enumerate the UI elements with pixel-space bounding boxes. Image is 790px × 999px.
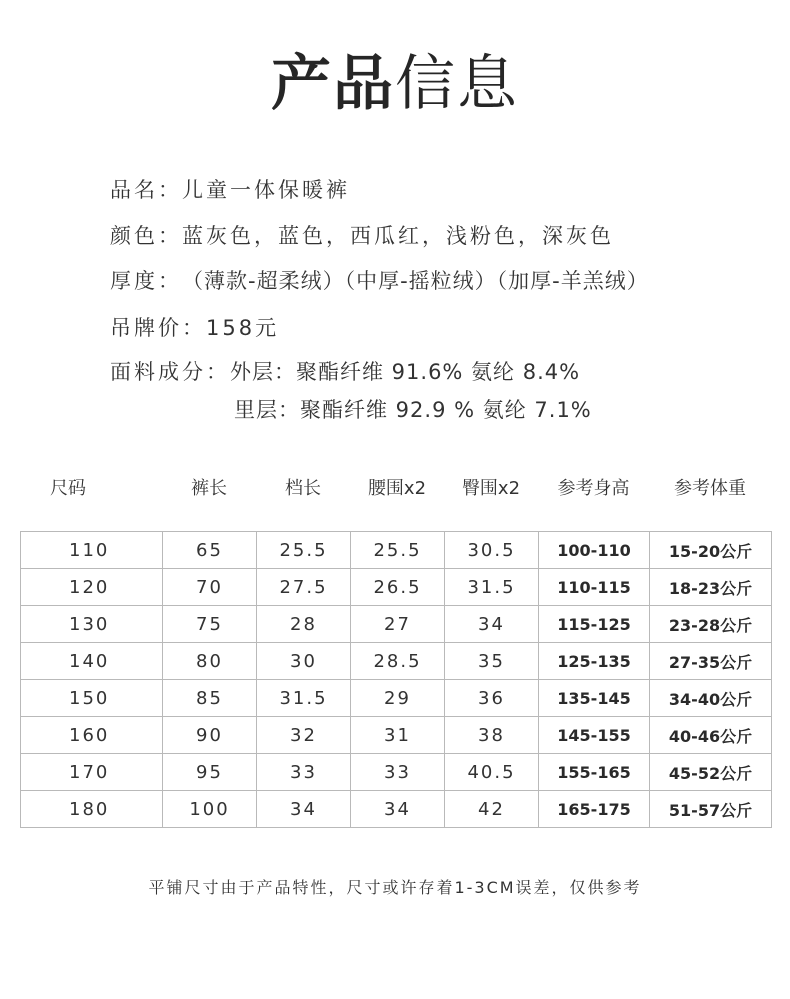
cell-crotch-length: 28 bbox=[257, 606, 351, 643]
cell-pants-length: 80 bbox=[163, 643, 257, 680]
cell-size: 160 bbox=[21, 717, 163, 754]
cell-crotch-length: 25.5 bbox=[257, 532, 351, 569]
cell-waist: 31 bbox=[351, 717, 445, 754]
cell-hip: 31.5 bbox=[445, 569, 539, 606]
cell-crotch-length: 30 bbox=[257, 643, 351, 680]
info-thickness bbox=[110, 267, 649, 295]
footnote: 平铺尺寸由于产品特性，尺寸或许存着1-3CM误差，仅供参考 bbox=[148, 878, 642, 897]
info-value: 158元 bbox=[206, 316, 280, 340]
cell-pants-length: 85 bbox=[163, 680, 257, 717]
cell-ref-height: 115-125 bbox=[539, 606, 650, 643]
info-value: 外层：聚酯纤维 91.6% 氨纶 8.4% bbox=[230, 360, 581, 384]
table-row bbox=[21, 680, 772, 717]
cell-waist: 28.5 bbox=[351, 643, 445, 680]
cell-ref-height: 125-135 bbox=[539, 643, 650, 680]
cell-waist: 33 bbox=[351, 754, 445, 791]
cell-pants-length: 75 bbox=[163, 606, 257, 643]
cell-crotch-length: 33 bbox=[257, 754, 351, 791]
cell-ref-weight: 18-23公斤 bbox=[650, 569, 772, 606]
info-price bbox=[110, 314, 279, 342]
table-header bbox=[20, 475, 771, 503]
cell-ref-weight: 45-52公斤 bbox=[650, 754, 772, 791]
cell-waist: 29 bbox=[351, 680, 445, 717]
cell-ref-weight: 27-35公斤 bbox=[650, 643, 772, 680]
cell-ref-height: 155-165 bbox=[539, 754, 650, 791]
cell-crotch-length: 27.5 bbox=[257, 569, 351, 606]
cell-ref-height: 100-110 bbox=[539, 532, 650, 569]
cell-ref-weight: 40-46公斤 bbox=[650, 717, 772, 754]
cell-pants-length: 70 bbox=[163, 569, 257, 606]
table-row bbox=[21, 717, 772, 754]
cell-pants-length: 90 bbox=[163, 717, 257, 754]
title-bold-part: 产品 bbox=[271, 49, 395, 119]
cell-hip: 36 bbox=[445, 680, 539, 717]
info-value: 蓝灰色，蓝色，西瓜红，浅粉色，深灰色 bbox=[182, 224, 614, 248]
header-ref-weight: 参考体重 bbox=[674, 478, 746, 499]
table-row bbox=[21, 569, 772, 606]
info-colors bbox=[110, 222, 614, 250]
info-label: 面料成分： bbox=[110, 360, 230, 384]
header-size: 尺码 bbox=[50, 478, 86, 499]
cell-hip: 38 bbox=[445, 717, 539, 754]
cell-hip: 30.5 bbox=[445, 532, 539, 569]
cell-pants-length: 95 bbox=[163, 754, 257, 791]
cell-waist: 25.5 bbox=[351, 532, 445, 569]
size-table bbox=[20, 531, 772, 828]
cell-ref-weight: 51-57公斤 bbox=[650, 791, 772, 828]
cell-ref-height: 145-155 bbox=[539, 717, 650, 754]
cell-ref-weight: 34-40公斤 bbox=[650, 680, 772, 717]
header-waist: 腰围x2 bbox=[367, 478, 427, 499]
cell-ref-height: 110-115 bbox=[539, 569, 650, 606]
info-label: 品名： bbox=[110, 178, 182, 202]
info-product-name bbox=[110, 176, 350, 204]
cell-crotch-length: 32 bbox=[257, 717, 351, 754]
cell-size: 120 bbox=[21, 569, 163, 606]
cell-ref-weight: 23-28公斤 bbox=[650, 606, 772, 643]
table-row bbox=[21, 791, 772, 828]
table-row bbox=[21, 754, 772, 791]
table-row bbox=[21, 532, 772, 569]
cell-pants-length: 100 bbox=[163, 791, 257, 828]
table-row bbox=[21, 643, 772, 680]
info-value: 里层：聚酯纤维 92.9 % 氨纶 7.1% bbox=[234, 398, 592, 422]
cell-size: 180 bbox=[21, 791, 163, 828]
cell-size: 150 bbox=[21, 680, 163, 717]
cell-waist: 27 bbox=[351, 606, 445, 643]
cell-waist: 34 bbox=[351, 791, 445, 828]
header-hip: 臀围x2 bbox=[461, 478, 521, 499]
header-ref-height: 参考身高 bbox=[557, 478, 630, 499]
title-light-part: 信息 bbox=[395, 49, 519, 119]
info-fabric-outer bbox=[110, 358, 580, 386]
cell-crotch-length: 34 bbox=[257, 791, 351, 828]
cell-hip: 40.5 bbox=[445, 754, 539, 791]
cell-size: 170 bbox=[21, 754, 163, 791]
table-row bbox=[21, 606, 772, 643]
info-value: （薄款-超柔绒）（中厚-摇粒绒）（加厚-羊羔绒） bbox=[182, 269, 649, 293]
info-label: 颜色： bbox=[110, 224, 182, 248]
cell-waist: 26.5 bbox=[351, 569, 445, 606]
cell-ref-height: 135-145 bbox=[539, 680, 650, 717]
cell-size: 110 bbox=[21, 532, 163, 569]
info-label: 厚度： bbox=[110, 269, 182, 293]
cell-pants-length: 65 bbox=[163, 532, 257, 569]
cell-crotch-length: 31.5 bbox=[257, 680, 351, 717]
page-title bbox=[0, 48, 790, 120]
cell-ref-height: 165-175 bbox=[539, 791, 650, 828]
cell-size: 140 bbox=[21, 643, 163, 680]
cell-hip: 42 bbox=[445, 791, 539, 828]
cell-hip: 35 bbox=[445, 643, 539, 680]
cell-size: 130 bbox=[21, 606, 163, 643]
header-pants-length: 裤长 bbox=[191, 478, 227, 499]
info-value: 儿童一体保暖裤 bbox=[182, 178, 350, 202]
cell-ref-weight: 15-20公斤 bbox=[650, 532, 772, 569]
header-crotch-length: 档长 bbox=[285, 478, 321, 499]
cell-hip: 34 bbox=[445, 606, 539, 643]
info-fabric-inner bbox=[234, 396, 592, 424]
info-label: 吊牌价： bbox=[110, 316, 206, 340]
